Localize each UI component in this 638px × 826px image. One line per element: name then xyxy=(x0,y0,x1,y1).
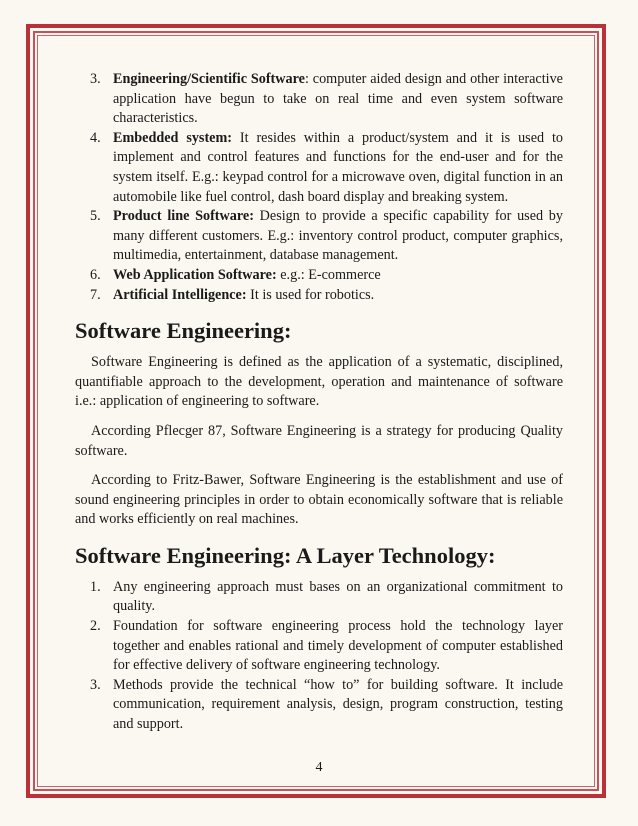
list-term: Product line Software: xyxy=(113,208,254,225)
list-item xyxy=(75,286,563,306)
list-number: 3. xyxy=(90,676,101,693)
page-number: 4 xyxy=(315,760,323,775)
list-text: It is used for robotics. xyxy=(246,286,375,303)
software-types-list xyxy=(75,70,563,305)
list-term: Embedded system: xyxy=(113,129,233,146)
section-heading-software-engineering: Software Engineering: xyxy=(75,318,292,344)
list-number: 7. xyxy=(90,286,101,303)
list-text: Methods provide the technical “how to” for building software. It include communication, requirement analysis, design, program construction, testing and support. xyxy=(113,676,563,733)
list-item xyxy=(75,70,563,129)
layer-technology-list xyxy=(75,578,563,735)
list-item xyxy=(75,207,563,266)
list-term: Engineering/Scientific Software xyxy=(113,71,305,87)
list-item xyxy=(75,676,563,735)
list-number: 5. xyxy=(90,208,101,225)
list-item xyxy=(75,578,563,617)
list-text: It resides within a product/system and it is used to implement and control features and functions for the end-user and for the system itself. E.g.: keypad control for a microwave oven, digital function in an automobile like fuel control, dash board display and breaking system. xyxy=(113,129,564,205)
paragraph-pflecger: According Pflecger 87, Software Engineering is a strategy for producing Quality software. xyxy=(75,422,563,459)
list-term: Web Application Software: xyxy=(113,266,277,283)
list-text: Any engineering approach must bases on an organizational commitment to quality. xyxy=(113,578,563,615)
list-number: 1. xyxy=(90,578,101,595)
paragraph-fritz-bawer: According to Fritz-Bawer, Software Engineering is the establishment and use of sound engineering principles in order to obtain economically software that is reliable and works efficiently on real machines. xyxy=(75,472,563,528)
list-number: 3. xyxy=(90,71,101,87)
list-text: Design to provide a specific capability for used by many different customers. E.g.: inventory control product, computer graphics, multimedia, entertainment, database management. xyxy=(113,208,563,264)
list-text: Foundation for software engineering process hold the technology layer together and enables rational and timely development of computer established for effective delivery of software engineering technology. xyxy=(113,618,563,674)
list-text: computer aided design and other interactive application have begun to take on real time and even system software characteristics. xyxy=(113,71,563,127)
section-heading-layer-technology: Software Engineering: A Layer Technology: xyxy=(75,542,496,568)
list-item xyxy=(75,129,563,207)
list-item xyxy=(75,617,563,676)
list-term-sep: : xyxy=(304,71,309,87)
list-term: Artificial Intelligence: xyxy=(113,286,247,303)
paragraph-definition: Software Engineering is defined as the application of a systematic, disciplined, quantifiable approach to the development, operation and maintenance of software i.e.: application of engineering to software. xyxy=(75,354,563,410)
list-text: e.g.: E-commerce xyxy=(276,266,381,283)
list-number: 2. xyxy=(90,618,101,635)
list-item xyxy=(75,266,563,286)
page-content xyxy=(75,70,563,735)
list-number: 4. xyxy=(90,129,101,146)
list-number: 6. xyxy=(90,266,101,283)
